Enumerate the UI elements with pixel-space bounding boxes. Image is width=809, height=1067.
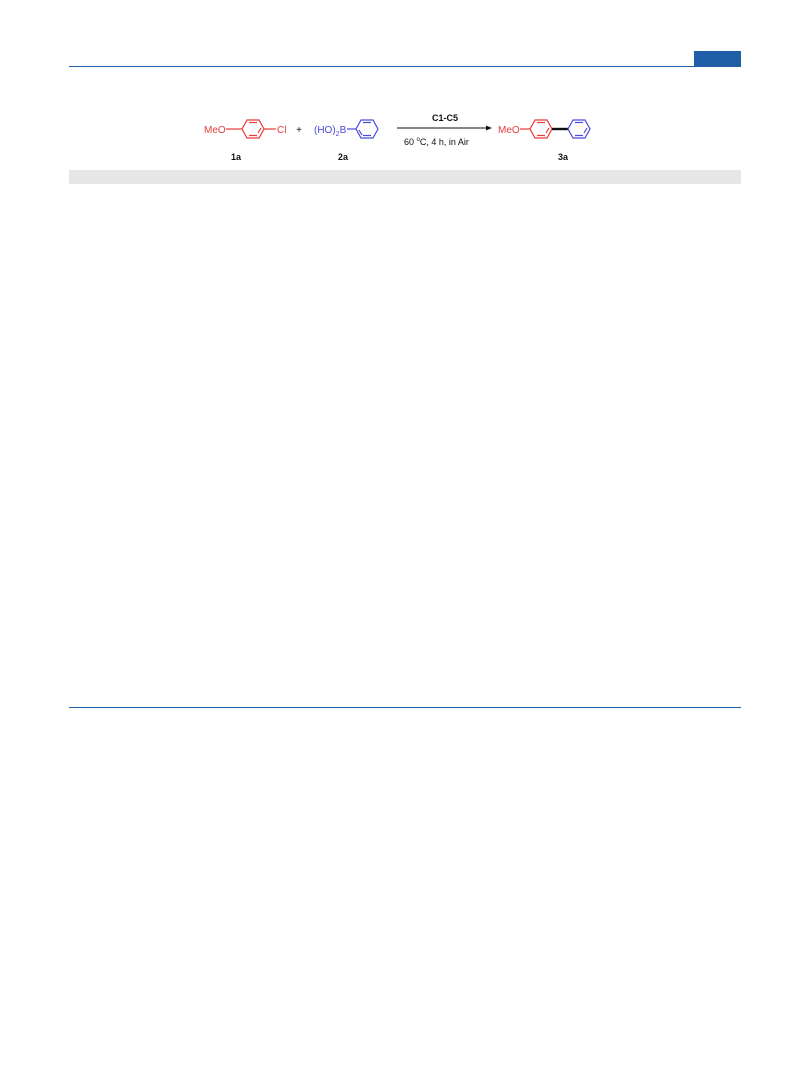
reactant-2a	[314, 120, 378, 138]
product-3a	[498, 120, 590, 138]
conditions-details: C, 4 h, in Air	[419, 137, 469, 147]
conditions-text	[404, 137, 469, 147]
reaction-scheme	[0, 0, 809, 170]
product-substituent: MeO	[498, 125, 520, 136]
reactant2-text	[314, 125, 347, 138]
label-2a: 2a	[337, 152, 349, 162]
conditions-degree: o	[416, 137, 420, 143]
footer-rule	[69, 707, 741, 708]
reactant-1a	[204, 120, 286, 138]
label-3a: 3a	[557, 152, 569, 162]
reactant1-leaving-group: Cl	[277, 125, 287, 136]
reactant1-substituent: MeO	[204, 125, 226, 136]
catalyst-label: C1-C5	[431, 113, 459, 123]
label-1a: 1a	[230, 152, 242, 162]
reactant2-boron: B	[339, 125, 347, 136]
reactant2-subscript: 2	[335, 131, 340, 138]
conditions-temp: 60	[404, 137, 417, 147]
table-header-band	[69, 170, 741, 184]
reactant2-prefix: (HO)	[314, 125, 336, 136]
plus-sign: +	[296, 125, 302, 136]
arrow-head	[486, 126, 492, 131]
